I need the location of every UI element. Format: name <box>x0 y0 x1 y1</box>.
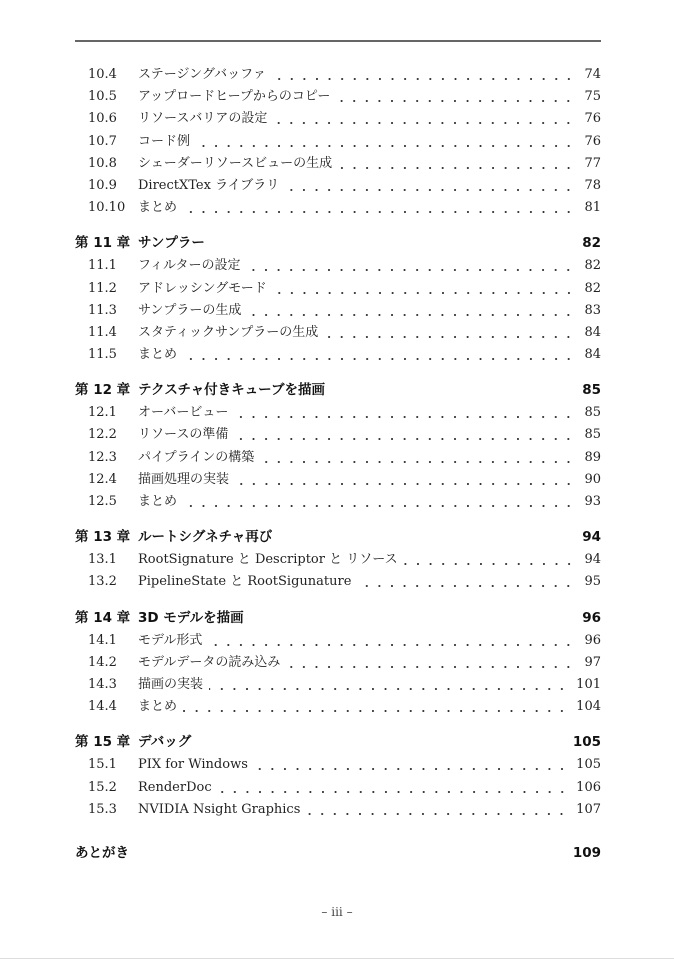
dot-leader <box>306 799 568 821</box>
section-number: 11.5 <box>88 347 117 363</box>
toc-entry[interactable] <box>75 777 601 799</box>
toc-entry[interactable] <box>75 64 601 86</box>
chapter-page: 85 <box>582 382 601 399</box>
section-number: 10.4 <box>88 67 117 82</box>
chapter-page: 94 <box>582 529 601 546</box>
section-page: 77 <box>584 155 601 171</box>
section-page: 97 <box>584 654 601 670</box>
section-title: NVIDIA Nsight Graphics <box>138 801 301 817</box>
section-title: 描画処理の実装 <box>138 471 230 487</box>
chapter-number: 第 11 章 <box>75 235 131 252</box>
toc-entry[interactable] <box>75 131 601 153</box>
section-title: リソースバリアの設定 <box>138 111 268 127</box>
section-title: まとめ <box>138 699 178 715</box>
dot-leader <box>324 322 575 344</box>
chapter-title: テクスチャ付きキューブを描画 <box>138 382 325 399</box>
toc-entry[interactable] <box>75 447 601 469</box>
section-title: 描画の実装 <box>138 676 204 692</box>
toc-entry[interactable] <box>75 344 601 366</box>
chapter-page: 109 <box>572 844 601 861</box>
section-number: 10.5 <box>88 89 117 105</box>
section-title: スタティックサンプラーの生成 <box>138 324 319 340</box>
page-bottom-edge <box>0 958 674 959</box>
section-title: アップロードヒープからのコピー <box>138 89 331 105</box>
section-page: 75 <box>584 89 601 105</box>
toc-entry[interactable] <box>75 153 601 175</box>
section-page: 78 <box>584 177 601 193</box>
toc-entry[interactable] <box>75 108 601 130</box>
dot-leader <box>272 64 575 86</box>
section-title: オーバービュー <box>138 405 229 421</box>
toc-entry[interactable] <box>75 255 601 277</box>
section-title: サンプラーの生成 <box>138 302 242 318</box>
section-number: 15.2 <box>88 779 117 795</box>
section-number: 10.10 <box>88 200 126 216</box>
section-page: 105 <box>576 757 601 773</box>
dot-leader <box>260 447 575 469</box>
dot-leader <box>183 491 575 513</box>
section-number: 12.4 <box>88 471 117 487</box>
section-number: 11.3 <box>88 302 117 318</box>
chapter-heading[interactable] <box>75 606 601 630</box>
section-page: 82 <box>584 280 601 296</box>
toc-entry[interactable] <box>75 799 601 821</box>
section-number: 10.7 <box>88 133 117 149</box>
section-page: 107 <box>576 801 601 817</box>
section-page: 104 <box>576 699 601 715</box>
dot-leader <box>286 652 575 674</box>
toc-entry[interactable] <box>75 571 601 593</box>
section-page: 85 <box>584 427 601 443</box>
section-number: 15.1 <box>88 757 117 773</box>
section-title: シェーダーリソースビューの生成 <box>138 155 333 171</box>
section-number: 13.2 <box>88 574 117 590</box>
dot-leader <box>183 696 568 718</box>
section-page: 106 <box>576 779 601 795</box>
chapter-number: 第 14 章 <box>75 609 131 626</box>
section-number: 11.1 <box>88 258 117 274</box>
section-page: 84 <box>584 324 601 340</box>
section-page: 76 <box>584 133 601 149</box>
toc-entry[interactable] <box>75 754 601 776</box>
section-number: 11.4 <box>88 324 117 340</box>
dot-leader <box>336 86 575 108</box>
section-number: 14.1 <box>88 632 117 648</box>
chapter-number: 第 12 章 <box>75 382 131 399</box>
section-page: 95 <box>584 574 601 590</box>
toc-entry[interactable] <box>75 175 601 197</box>
section-title: まとめ <box>138 200 178 216</box>
dot-leader <box>183 197 575 219</box>
section-number: 12.2 <box>88 427 117 443</box>
section-page: 74 <box>584 67 601 82</box>
section-page: 89 <box>584 449 601 465</box>
dot-leader <box>254 754 568 776</box>
dot-leader <box>404 549 575 571</box>
section-page: 94 <box>584 552 601 568</box>
section-number: 14.3 <box>88 676 117 692</box>
section-page: 84 <box>584 347 601 363</box>
table-of-contents <box>75 64 601 865</box>
chapter-heading[interactable] <box>75 378 601 402</box>
dot-leader <box>247 300 575 322</box>
toc-entry[interactable] <box>75 549 601 571</box>
toc-entry[interactable] <box>75 278 601 300</box>
section-page: 85 <box>584 405 601 421</box>
chapter-number: あとがき <box>75 844 129 861</box>
dot-leader <box>235 469 575 491</box>
section-page: 96 <box>584 632 601 648</box>
dot-leader <box>273 278 575 300</box>
dot-leader <box>357 571 575 593</box>
section-number: 10.8 <box>88 155 117 171</box>
section-title: PIX for Windows <box>138 757 248 773</box>
section-number: 12.3 <box>88 449 117 465</box>
toc-entry[interactable] <box>75 674 601 696</box>
section-number: 14.2 <box>88 654 117 670</box>
dot-leader <box>285 175 575 197</box>
chapter-page: 96 <box>582 609 601 626</box>
chapter-heading[interactable] <box>75 841 601 865</box>
section-number: 10.6 <box>88 111 117 127</box>
section-title: まとめ <box>138 494 178 509</box>
toc-entry[interactable] <box>75 197 601 219</box>
section-title: パイプラインの構築 <box>138 449 255 465</box>
section-page: 90 <box>584 471 601 487</box>
chapter-page: 82 <box>582 235 601 252</box>
chapter-title: デバッグ <box>138 734 192 751</box>
toc-entry[interactable] <box>75 322 601 344</box>
dot-leader <box>234 424 575 446</box>
chapter-heading[interactable] <box>75 231 601 255</box>
chapter-title: 3D モデルを描画 <box>138 609 244 626</box>
toc-entry[interactable] <box>75 300 601 322</box>
section-title: ステージングバッファ <box>138 67 266 82</box>
section-number: 13.1 <box>88 552 117 568</box>
chapter-heading[interactable] <box>75 525 601 549</box>
section-title: コード例 <box>138 133 191 149</box>
dot-leader <box>208 630 575 652</box>
dot-leader <box>246 255 575 277</box>
chapter-heading[interactable] <box>75 730 601 754</box>
page-number-footer: – iii – <box>321 905 353 919</box>
chapter-number: 第 13 章 <box>75 529 131 546</box>
section-title: DirectXTex ライブラリ <box>138 177 280 193</box>
section-title: RootSignature と Descriptor と リソース <box>138 552 398 568</box>
section-title: RenderDoc <box>138 779 212 795</box>
section-number: 15.3 <box>88 801 117 817</box>
section-number: 10.9 <box>88 177 117 193</box>
section-page: 81 <box>584 200 601 216</box>
section-title: モデル形式 <box>138 632 203 648</box>
dot-leader <box>234 402 575 424</box>
toc-entry[interactable] <box>75 424 601 446</box>
section-title: PipelineState と RootSigunature <box>138 574 352 590</box>
section-page: 93 <box>584 494 601 509</box>
dot-leader <box>209 674 568 696</box>
chapter-title: ルートシグネチャ再び <box>138 529 273 546</box>
dot-leader <box>338 153 575 175</box>
chapter-number: 第 15 章 <box>75 734 131 751</box>
dot-leader <box>196 131 575 153</box>
toc-entry[interactable] <box>75 469 601 491</box>
dot-leader <box>183 344 575 366</box>
toc-entry[interactable] <box>75 402 601 424</box>
section-page: 76 <box>584 111 601 127</box>
section-title: リソースの準備 <box>138 427 229 443</box>
toc-entry[interactable] <box>75 86 601 108</box>
section-page: 82 <box>584 258 601 274</box>
toc-entry[interactable] <box>75 630 601 652</box>
section-number: 12.5 <box>88 494 117 509</box>
chapter-title: サンプラー <box>138 235 205 252</box>
section-number: 12.1 <box>88 405 117 421</box>
section-number: 11.2 <box>88 280 117 296</box>
dot-leader <box>273 108 575 130</box>
toc-entry[interactable] <box>75 696 601 718</box>
section-title: アドレッシングモード <box>138 280 267 296</box>
section-number: 14.4 <box>88 699 117 715</box>
dot-leader <box>218 777 569 799</box>
section-page: 101 <box>576 676 601 692</box>
toc-entry[interactable] <box>75 491 601 513</box>
toc-entry[interactable] <box>75 652 601 674</box>
chapter-page: 105 <box>572 734 601 751</box>
section-title: フィルターの設定 <box>138 258 241 274</box>
section-title: まとめ <box>138 347 178 363</box>
header-rule <box>75 40 601 42</box>
section-title: モデルデータの読み込み <box>138 654 281 670</box>
section-page: 83 <box>584 302 601 318</box>
